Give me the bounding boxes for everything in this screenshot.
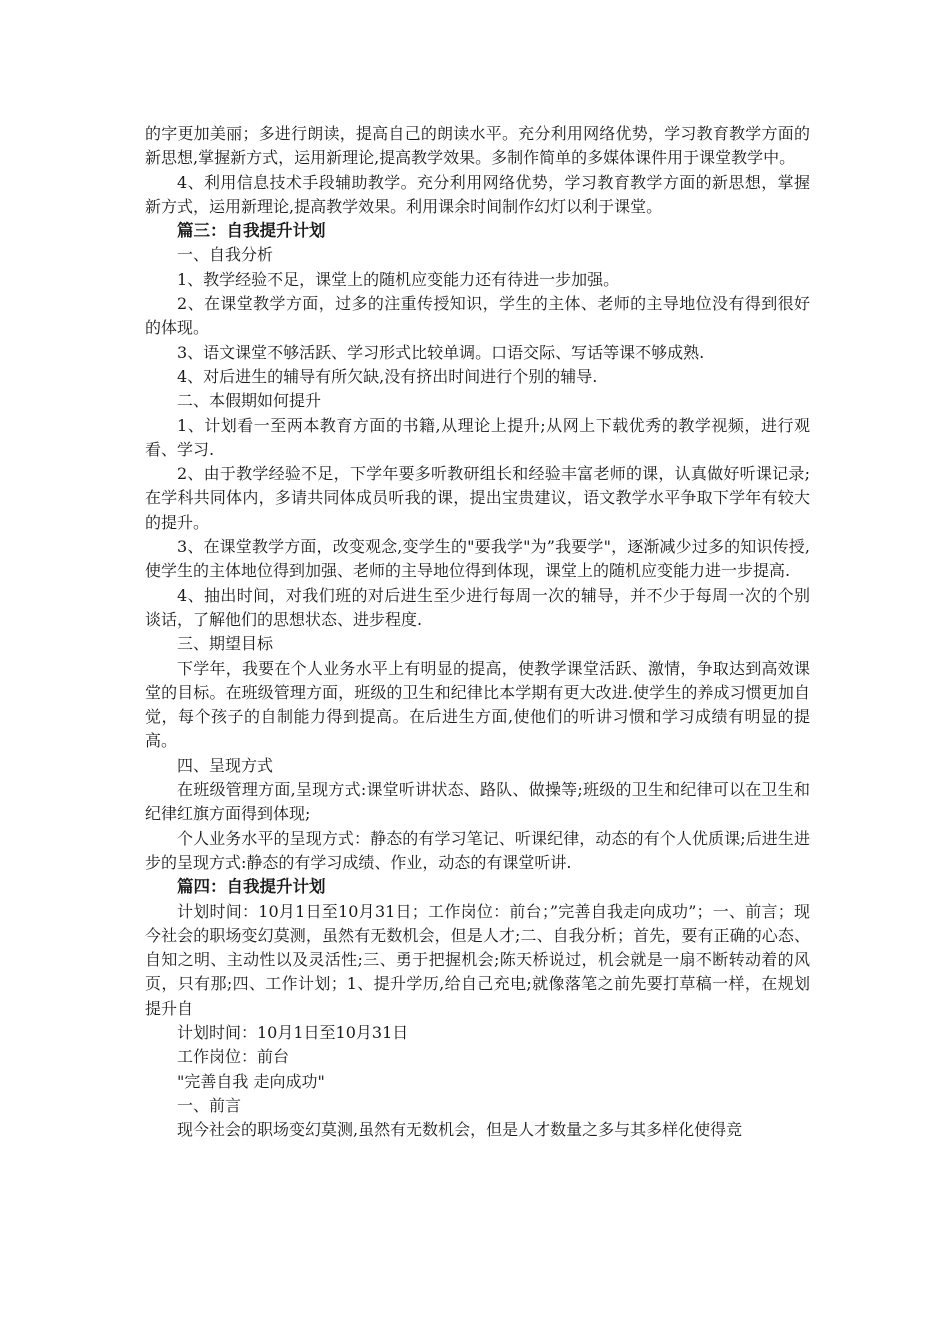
body-paragraph: 一、自我分析 xyxy=(177,245,274,265)
body-paragraph: 工作岗位：前台 xyxy=(177,1047,290,1067)
body-paragraph: 3、语文课堂不够活跃、学习形式比较单调。口语交际、写话等课不够成熟. xyxy=(177,342,705,362)
body-paragraph: 4、对后进生的辅导有所欠缺,没有挤出时间进行个别的辅导. xyxy=(177,366,598,386)
body-paragraph: 3、在课堂教学方面，改变观念,变学生的"要我学"为”我要学"，逐渐减少过多的知识传授,使学生的主体地位得到加强、老师的主导地位得到体现，课堂上的随机应变能力进一步提高. xyxy=(145,537,810,581)
body-paragraph: 2、由于教学经验不足，下学年要多听教研组长和经验丰富老师的课，认真做好听课记录;在学科共同体内，多请共同体成员听我的课，提出宝贵建议，语文教学水平争取下学年有较大的提升。 xyxy=(145,464,810,532)
body-paragraph: 现今社会的职场变幻莫测,虽然有无数机会，但是人才数量之多与其多样化使得竞 xyxy=(177,1120,743,1140)
body-paragraph: 1、教学经验不足，课堂上的随机应变能力还有待进一步加强。 xyxy=(177,269,620,289)
document-body xyxy=(145,122,810,1142)
body-paragraph: 下学年，我要在个人业务水平上有明显的提高，使教学课堂活跃、激情，争取达到高效课堂的目标。在班级管理方面，班级的卫生和纪律比本学期有更大改进.使学生的养成习惯更加自觉，每个孩子的自制能力得到提高。在后进生方面,使他们的听讲习惯和学习成绩有明显的提高。 xyxy=(145,658,810,751)
body-paragraph: "完善自我 走向成功" xyxy=(177,1071,325,1091)
body-paragraph: 四、呈现方式 xyxy=(177,755,274,775)
body-paragraph: 2、在课堂教学方面，过多的注重传授知识，学生的主体、老师的主导地位没有得到很好的体现。 xyxy=(145,294,810,338)
body-paragraph: 计划时间：10月1日至10月31日 xyxy=(177,1022,409,1042)
body-paragraph: 计划时间：10月1日至10月31日；工作岗位：前台；”完善自我走向成功”；一、前言；现今社会的职场变幻莫测，虽然有无数机会，但是人才;二、自我分析；首先，要有正确的心态、自知之明、主动性以及灵活性;三、勇于把握机会;陈天桥说过，机会就是一扇不断转动着的风页，只有那;四、工作计划；1、提升学历,给自己充电;就像落笔之前先要打草稿一样，在规划提升自 xyxy=(145,901,810,1018)
body-paragraph: 4、利用信息技术手段辅助教学。充分利用网络优势，学习教育教学方面的新思想，掌握新方式，运用新理论,提高教学效果。利用课余时间制作幻灯以利于课堂。 xyxy=(145,172,810,216)
body-paragraph: 一、前言 xyxy=(177,1095,242,1115)
body-paragraph: 4、抽出时间，对我们班的对后进生至少进行每周一次的辅导，并不少于每周一次的个别谈话，了解他们的思想状态、进步程度. xyxy=(145,585,810,629)
body-paragraph: 三、期望目标 xyxy=(177,634,274,654)
body-paragraph: 1、计划看一至两本教育方面的书籍,从理论上提升;从网上下载优秀的教学视频，进行观看、学习. xyxy=(145,415,810,459)
section-heading: 篇三：自我提升计划 xyxy=(177,221,326,241)
body-paragraph: 个人业务水平的呈现方式：静态的有学习笔记、听课纪律，动态的有个人优质课;后进生进步的呈现方式:静态的有学习成绩、作业，动态的有课堂听讲. xyxy=(145,828,810,872)
body-paragraph: 在班级管理方面,呈现方式:课堂听讲状态、路队、做操等;班级的卫生和纪律可以在卫生和纪律红旗方面得到体现; xyxy=(145,780,810,824)
section-heading: 篇四：自我提升计划 xyxy=(177,877,326,897)
body-paragraph: 的字更加美丽；多进行朗读，提高自己的朗读水平。充分利用网络优势，学习教育教学方面的新思想,掌握新方式，运用新理论,提高教学效果。多制作简单的多媒体课件用于课堂教学中。 xyxy=(145,124,810,168)
body-paragraph: 二、本假期如何提升 xyxy=(177,391,322,411)
